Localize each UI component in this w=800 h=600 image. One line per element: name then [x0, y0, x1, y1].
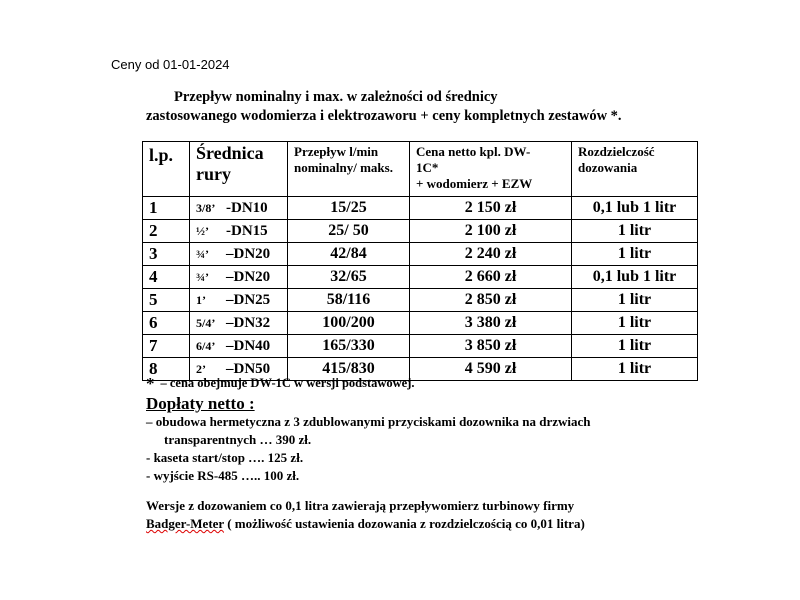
cell-lp: 4 [143, 266, 190, 289]
cell-cena: 2 150 zł [410, 197, 572, 220]
cell-przeplyw: 25/ 50 [288, 220, 410, 243]
cell-rozdzielczosc: 1 litr [572, 220, 698, 243]
cell-srednica [190, 266, 288, 289]
cell-srednica-cale: 2’ [196, 362, 206, 376]
cell-srednica-cale: 5/4’ [196, 316, 216, 330]
cell-rozdzielczosc: 1 litr [572, 312, 698, 335]
cell-cena: 2 850 zł [410, 289, 572, 312]
cell-srednica-dn: –DN50 [226, 361, 271, 377]
table-row [143, 220, 698, 243]
header-przeplyw-line-1: Przepływ l/min [294, 144, 379, 159]
header-rozdzielczosc [572, 142, 698, 197]
footer-line-2 [146, 515, 585, 533]
cell-srednica-dn: –DN40 [226, 338, 271, 354]
header-cena-line-2: 1C* [416, 160, 439, 175]
cell-srednica-dn: –DN20 [226, 269, 271, 285]
cell-cena: 2 240 zł [410, 243, 572, 266]
heading-line-1: Przepływ nominalny i max. w zależności od średnicy [174, 89, 498, 105]
header-cena-line-3: + wodomierz + EZW [416, 176, 533, 191]
header-cena [410, 142, 572, 197]
header-przeplyw-line-2: nominalny/ maks. [294, 160, 393, 175]
footnote-star: * [146, 374, 155, 393]
cell-srednica-dn: –DN20 [226, 246, 271, 262]
header-cena-line-1: Cena netto kpl. DW- [416, 144, 531, 159]
cell-srednica-cale: ¾’ [196, 270, 209, 284]
doplaty-item: - wyjście RS-485 ….. 100 zł. [146, 468, 300, 483]
cell-srednica [190, 243, 288, 266]
cell-cena: 2 660 zł [410, 266, 572, 289]
cell-srednica-dn: -DN15 [226, 223, 268, 239]
cell-przeplyw: 58/116 [288, 289, 410, 312]
cell-rozdzielczosc: 1 litr [572, 358, 698, 381]
cell-cena: 2 100 zł [410, 220, 572, 243]
cell-przeplyw: 100/200 [288, 312, 410, 335]
cell-przeplyw: 42/84 [288, 243, 410, 266]
footnote [146, 374, 415, 394]
doplaty-item: - kaseta start/stop …. 125 zł. [146, 450, 304, 465]
table-body [143, 197, 698, 381]
cell-srednica [190, 312, 288, 335]
header-lp: l.p. [143, 142, 190, 197]
cell-lp: 2 [143, 220, 190, 243]
brand-name: Badger-Meter [146, 516, 224, 531]
cell-lp: 6 [143, 312, 190, 335]
cell-srednica-dn: -DN10 [226, 200, 268, 216]
cell-srednica [190, 220, 288, 243]
cell-lp: 1 [143, 197, 190, 220]
footer-note [146, 497, 585, 533]
table-row [143, 243, 698, 266]
cell-lp: 7 [143, 335, 190, 358]
doplaty-item: transparentnych … 390 zł. [164, 432, 312, 447]
document-heading [146, 88, 622, 126]
cell-srednica-cale: 1’ [196, 293, 206, 307]
table-row [143, 335, 698, 358]
cell-rozdzielczosc: 1 litr [572, 289, 698, 312]
footer-line-2-rest: ( możliwość ustawienia dozowania z rozdzielczością co 0,01 litra) [223, 516, 585, 531]
header-srednica-line-2: rury [196, 164, 231, 184]
price-date: Ceny od 01-01-2024 [111, 57, 230, 72]
cell-cena: 4 590 zł [410, 358, 572, 381]
cell-srednica-dn: –DN25 [226, 292, 271, 308]
cell-cena: 3 380 zł [410, 312, 572, 335]
cell-przeplyw: 165/330 [288, 335, 410, 358]
footer-line-1: Wersje z dozowaniem co 0,1 litra zawierają przepływomierz turbinowy firmy [146, 498, 575, 513]
table-row [143, 312, 698, 335]
price-table [142, 141, 698, 381]
cell-rozdzielczosc: 1 litr [572, 243, 698, 266]
table-row [143, 289, 698, 312]
cell-lp: 3 [143, 243, 190, 266]
footnote-text: – cena obejmuje DW-1C w wersji podstawowej. [160, 376, 415, 390]
header-srednica-line-1: Średnica [196, 143, 264, 163]
cell-przeplyw: 32/65 [288, 266, 410, 289]
cell-srednica-dn: –DN32 [226, 315, 271, 331]
cell-srednica [190, 289, 288, 312]
cell-srednica-cale: ¾’ [196, 247, 209, 261]
header-rozdzielczosc-line-1: Rozdzielczość [578, 144, 655, 159]
cell-lp: 8 [143, 358, 190, 381]
cell-rozdzielczosc: 0,1 lub 1 litr [572, 266, 698, 289]
cell-srednica-cale: 3/8’ [196, 201, 216, 215]
header-srednica [190, 142, 288, 197]
header-rozdzielczosc-line-2: dozowania [578, 160, 638, 175]
cell-cena: 3 850 zł [410, 335, 572, 358]
cell-przeplyw: 15/25 [288, 197, 410, 220]
cell-srednica-cale: ½’ [196, 224, 209, 238]
cell-lp: 5 [143, 289, 190, 312]
table-row [143, 197, 698, 220]
table-header-row [143, 142, 698, 197]
heading-line-2: zastosowanego wodomierza i elektrozaworu + ceny kompletnych zestawów *. [146, 108, 622, 124]
cell-rozdzielczosc: 1 litr [572, 335, 698, 358]
header-przeplyw [288, 142, 410, 197]
cell-srednica-cale: 6/4’ [196, 339, 216, 353]
cell-przeplyw: 415/830 [288, 358, 410, 381]
cell-srednica [190, 335, 288, 358]
cell-rozdzielczosc: 0,1 lub 1 litr [572, 197, 698, 220]
cell-srednica [190, 197, 288, 220]
doplaty-title: Dopłaty netto : [146, 394, 255, 413]
doplaty-item: – obudowa hermetyczna z 3 zdublowanymi przyciskami dozownika na drzwiach [146, 414, 591, 429]
table-row [143, 266, 698, 289]
doplaty-list [146, 413, 591, 485]
